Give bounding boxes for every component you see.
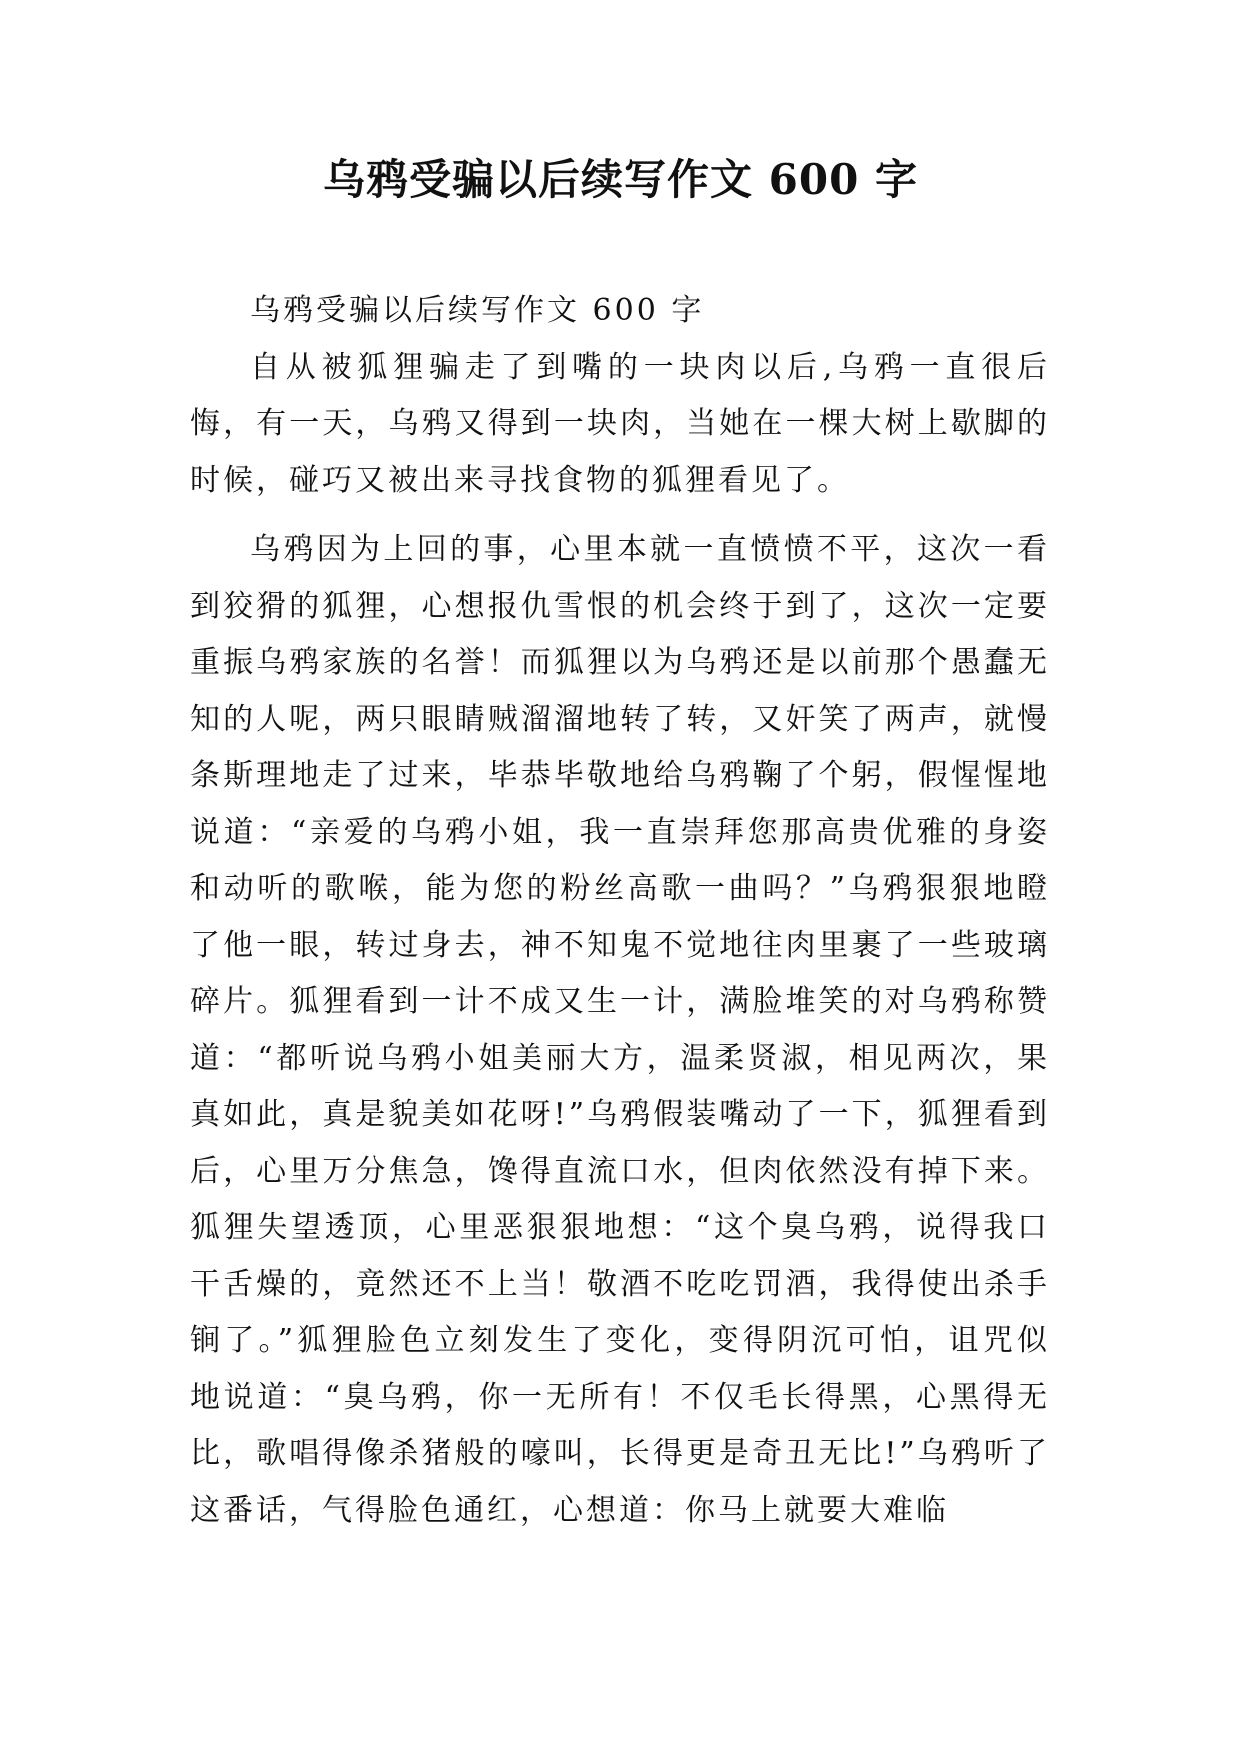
paragraph-1: 自从被狐狸骗走了到嘴的一块肉以后,乌鸦一直很后悔，有一天，乌鸦又得到一块肉，当她在一棵大树上歇脚的时候，碰巧又被出来寻找食物的狐狸看见了。 [190,349,1050,498]
document-subtitle: 乌鸦受骗以后续写作文 600 字 [250,293,705,328]
document-title: 乌鸦受骗以后续写作文 600 字 [323,155,918,204]
document-body [190,283,1050,1539]
paragraph-2: 乌鸦因为上回的事，心里本就一直愤愤不平，这次一看到狡猾的狐狸，心想报仇雪恨的机会终于到了，这次一定要重振乌鸦家族的名誉！而狐狸以为乌鸦还是以前那个愚蠢无知的人呢，两只眼睛贼溜溜地转了转，又奸笑了两声，就慢条斯理地走了过来，毕恭毕敬地给乌鸦鞠了个躬，假惺惺地说道：“亲爱的乌鸦小姐，我一直崇拜您那高贵优雅的身姿和动听的歌喉，能为您的粉丝高歌一曲吗？”乌鸦狠狠地瞪了他一眼，转过身去，神不知鬼不觉地往肉里裹了一些玻璃碎片。狐狸看到一计不成又生一计，满脸堆笑的对乌鸦称赞道：“都听说乌鸦小姐美丽大方，温柔贤淑，相见两次，果真如此，真是貌美如花呀!”乌鸦假装嘴动了一下，狐狸看到后，心里万分焦急，馋得直流口水，但肉依然没有掉下来。狐狸失望透顶，心里恶狠狠地想：“这个臭乌鸦，说得我口干舌燥的，竟然还不上当！敬酒不吃吃罚酒，我得使出杀手锏了。”狐狸脸色立刻发生了变化，变得阴沉可怕，诅咒似地说道：“臭乌鸦，你一无所有！不仅毛长得黑，心黑得无比，歌唱得像杀猪般的嚎叫，长得更是奇丑无比!”乌鸦听了这番话，气得脸色通红，心想道：你马上就要大难临 [190,532,1050,1528]
